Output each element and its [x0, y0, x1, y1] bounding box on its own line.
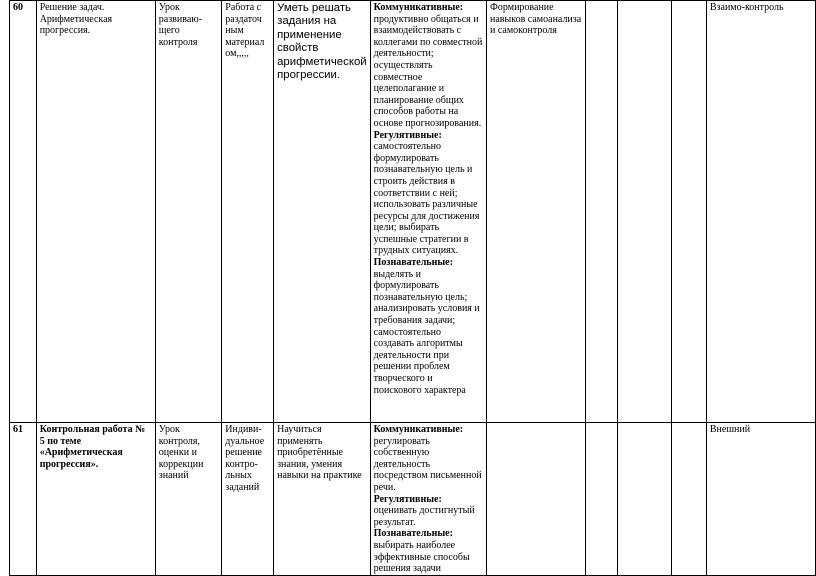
lesson-form: Работа с раздаточ ным материал ом,,,,,	[225, 2, 265, 60]
control-cell	[706, 423, 815, 576]
skills-cell	[274, 1, 371, 423]
communicative-label: Коммуникативные:	[373, 2, 464, 13]
empty-cell	[671, 423, 706, 576]
lesson-plan-table	[9, 0, 816, 576]
lesson-topic: Контрольная работа № 5 по теме «Арифметическая прогрессия».	[39, 424, 146, 470]
lesson-skills: Научиться применять приобретённые знания, умения навыки на практике	[277, 424, 362, 482]
cognitive-label: Познавательные:	[373, 257, 453, 269]
empty-cell	[618, 423, 672, 576]
control-type: Внешний	[709, 424, 751, 435]
table-row	[10, 1, 816, 423]
lesson-topic: Решение задач. Арифметическая прогрессия.	[39, 2, 113, 37]
empty-cell	[618, 1, 672, 423]
form-cell	[222, 423, 274, 576]
lesson-type: Урок контроля, оценки и коррекции знаний	[158, 424, 204, 482]
lesson-type: Урок развиваю-щего контроля	[158, 2, 203, 48]
lesson-number: 60	[13, 2, 23, 13]
uud-cell	[370, 1, 486, 423]
empty-cell	[586, 1, 618, 423]
empty-cell	[671, 1, 706, 423]
lesson-number: 61	[13, 424, 23, 435]
lesson-form: Индиви-дуальное решение контро-льных заданий	[225, 424, 265, 493]
communicative-text: продуктивно общаться и взаимодействовать с коллегами по совместной деятельности; осуществлять совместное целеполагание и планирование общих способов работы на основе прогнозирования.	[373, 13, 483, 129]
lesson-type-cell	[155, 1, 222, 423]
uud-cell	[370, 423, 486, 576]
cognitive-text: выбирать наиболее эффективные способы решения задачи	[373, 539, 470, 575]
communicative-label: Коммуникативные:	[373, 424, 464, 435]
regulatory-label: Регулятивные:	[373, 129, 442, 141]
form-cell	[222, 1, 274, 423]
lesson-number-cell	[10, 1, 37, 423]
empty-cell	[586, 423, 618, 576]
lesson-type-cell	[155, 423, 222, 576]
cognitive-text: выделять и формулировать познавательную цель; анализировать условия и требования задачи; самостоятельно создавать алгоритмы деятельности при решении проблем творческого и поискового характера	[373, 268, 480, 396]
regulatory-text: оценивать достигнутый результат.	[373, 505, 475, 528]
personal-cell	[487, 423, 586, 576]
lesson-number-cell	[10, 423, 37, 576]
cognitive-label: Познавательные:	[373, 528, 453, 540]
regulatory-label: Регулятивные:	[373, 493, 442, 505]
topic-cell	[36, 1, 155, 423]
table-row	[10, 423, 816, 576]
regulatory-text: самостоятельно формулировать познавательную цель и строить действия в соответствии с ней; использовать различные ресурсы для достижения цели; выбирать успешные стратегии в трудных ситуациях.	[373, 141, 480, 257]
lesson-skills: Уметь решать задания на применение свойств арифметической прогрессии.	[277, 2, 367, 82]
personal-results: Формирование навыков самоанализа и самоконтроля	[490, 2, 582, 37]
control-type: Взаимо-контроль	[709, 2, 784, 13]
personal-cell	[487, 1, 586, 423]
control-cell	[706, 1, 815, 423]
topic-cell	[36, 423, 155, 576]
communicative-text: регулировать собственную деятельность посредством письменной речи.	[373, 435, 482, 493]
skills-cell	[274, 423, 371, 576]
